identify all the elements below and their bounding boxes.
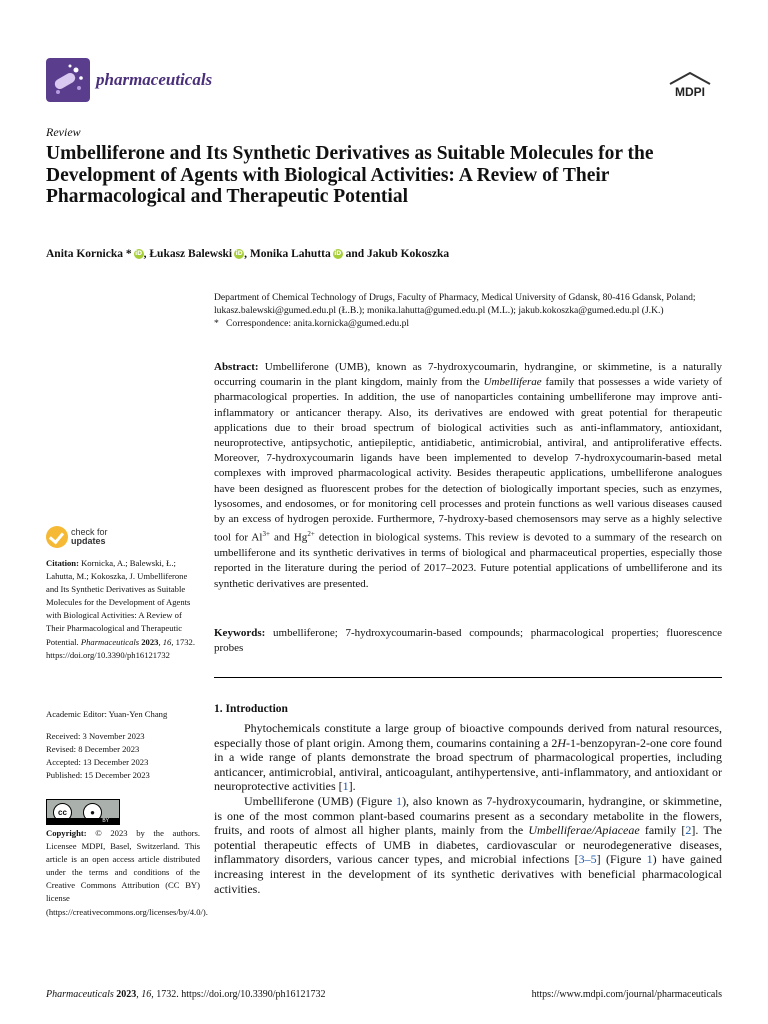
footer-citation [46, 989, 326, 1000]
check-for-updates-label [71, 528, 108, 546]
copyright-text: © 2023 by the authors. Licensee MDPI, Basel, Switzerland. This article is an open access article distributed under the terms and conditions of the Creative Commons Attribution (CC BY) license (https://creativecommons.org/licenses/by/4.0/). [46, 828, 208, 917]
introduction-body [214, 721, 722, 896]
accepted-date: Accepted: 13 December 2023 [46, 757, 149, 768]
check-for-updates-button[interactable] [46, 526, 126, 552]
figure-link[interactable]: 1 [396, 793, 403, 808]
abstract-text: Umbelliferone (UMB), known as 7-hydroxycoumarin, hydrangine, or skimmetine, is a naturally occurring coumarin in the plant kingdom, mainly from the [214, 361, 722, 389]
citation-volume: , 16 [158, 636, 172, 647]
text: family [ [639, 823, 686, 838]
copyright [46, 827, 208, 919]
orcid-icon[interactable]: iD [235, 250, 243, 258]
paragraph [214, 794, 722, 896]
abstract-superscript: 3+ [262, 530, 270, 539]
citation-journal: Pharmaceuticals [80, 636, 140, 647]
article-type: Review [46, 125, 81, 139]
published-date: Published: 15 December 2023 [46, 770, 150, 781]
text: ) have gained increasing interest in the development of its synthetic derivatives with beneficial pharmacological activities. [214, 852, 722, 896]
citation-year: 2023 [139, 636, 159, 647]
affiliation [214, 291, 724, 330]
text: -1-benzopyran-2-one core found in a wide range of plants demonstrate the broad spectrum of pharmacological properties, including anticancer, antimicrobial, antiviral, anticoagulant, antihypertensive, anti-inflammatory, and antioxidant or neuroprotective activities [ [214, 735, 722, 794]
dates [46, 730, 200, 782]
revised-date: Revised: 8 December 2023 [46, 744, 140, 755]
journal-name: pharmaceuticals [96, 70, 213, 89]
author-name[interactable]: Anita Kornicka * [46, 248, 132, 260]
abstract-text: detection in biological systems. This review is devoted to a summary of the research on umbelliferone and its synthetic derivatives in terms of biological and pharmaceutical properties, especially those reported in the literature during the period of 2017–2023. Future potential applications of umbelliferone and its synthetic derivatives are presented. [214, 531, 722, 590]
footer-year: 2023 [113, 989, 137, 1000]
academic-editor: Academic Editor: Yuan-Yen Chang [46, 709, 168, 719]
mdpi-logo [665, 70, 715, 100]
text: ]. The potential therapeutic effects of UMB in diabetes, cardiovascular or neurodegenerative diseases, inflammatory disorders, various cancer types, and microbial infections [ [214, 823, 723, 867]
check-line: updates [71, 536, 106, 546]
keywords-text: umbelliferone; 7-hydroxycoumarin-based compounds; pharmacological properties; fluorescence probes [214, 627, 722, 655]
italic-text: H [557, 735, 567, 750]
abstract-italic: Umbelliferae [483, 376, 542, 389]
keywords [214, 626, 722, 656]
author-name[interactable]: Łukasz Balewski [149, 248, 233, 260]
footer-journal: Pharmaceuticals [46, 989, 114, 1000]
citation-text: Kornicka, A.; Balewski, Ł.; Lahutta, M.; Kokoszka, J. Umbelliferone and Its Synthetic Derivatives as Suitable Molecules for the Development of Agents with Biological Activities: A Review of Their Pharmacological and Therapeutic Potential. [46, 558, 191, 647]
abstract-label: Abstract: [214, 361, 259, 373]
keywords-label: Keywords: [214, 627, 266, 639]
svg-text:MDPI: MDPI [675, 85, 705, 99]
figure-link[interactable]: 1 [646, 852, 653, 867]
author-list [46, 248, 449, 260]
correspondence-mark: * [214, 318, 219, 329]
citation-link[interactable]: 1 [342, 779, 349, 794]
section-divider [214, 677, 722, 678]
author-separator: and [342, 248, 368, 260]
correspondence [214, 317, 724, 330]
author-separator: , [143, 248, 150, 260]
footer-journal-url[interactable]: https://www.mdpi.com/journal/pharmaceuticals [531, 989, 722, 1000]
abstract-superscript: 2+ [307, 530, 315, 539]
italic-text: Umbelliferae/Apiaceae [528, 823, 640, 838]
orcid-icon[interactable]: iD [334, 250, 342, 258]
text: Phytochemicals constitute a large group of bioactive compounds derived from natural resources, especially those of plant origin. Among them, coumarins containing a 2 [214, 721, 722, 750]
orcid-icon[interactable]: iD [135, 250, 143, 258]
received-date: Received: 3 November 2023 [46, 731, 145, 741]
check-line: check for [71, 527, 108, 537]
article-title: Umbelliferone and Its Synthetic Derivatives as Suitable Molecules for the Development of Agents with Biological Activities: A Review of Their Pharmacological and Therapeutic Potential [46, 143, 654, 207]
checkmark-icon [46, 526, 68, 548]
correspondence-text: Correspondence: anita.kornicka@gumed.edu.pl [226, 318, 410, 329]
abstract [214, 360, 722, 592]
cc-by-license-badge[interactable] [46, 799, 120, 825]
author-separator: , [244, 248, 250, 260]
abstract-text: family that possesses a wide variety of pharmacological properties. In addition, the use of nanoparticles containing umbelliferone may improve anti-inflammatory or anticancer therapy. Also, its derivatives are endowed with great potential for therapeutic applications due to their broad spectrum of biological activities such as anti-inflammatory, antioxidant, neuroprotective, antipsychotic, antiepileptic, antidiabetic, antimicrobial, antiviral, and antiproliferative effects. Moreover, 7-hydroxycoumarin ligands have been implemented to develop 7-hydroxycoumarin-based metal complexes with improved pharmacological activity. Besides therapeutic applications, umbelliferone analogues have been designed as fluorescent probes for the detection of biologically important species, such as enzymes, lysosomes, and endosomes, or for monitoring cell processes and protein functions as well various diseases caused by an excess of hydrogen peroxide. Furthermore, 7-hydroxy-based chemosensors may serve as a highly selective tool for Al [214, 376, 722, 544]
section-heading: 1. Introduction [214, 703, 288, 715]
text: ]. [348, 779, 356, 794]
footer-doi: , 1732. https://doi.org/10.3390/ph16121732 [151, 989, 326, 1000]
by-label: BY [47, 818, 119, 824]
cc-icon: cc [53, 803, 72, 822]
text: ] (Figure [596, 852, 647, 867]
pharmaceuticals-journal-icon [46, 58, 90, 102]
footer-volume: , 16 [136, 989, 152, 1000]
citation-label: Citation: [46, 558, 79, 568]
citation-link[interactable]: 3–5 [578, 852, 597, 867]
person-icon: ● [83, 803, 102, 822]
copyright-label: Copyright: [46, 828, 87, 838]
paragraph [214, 721, 722, 794]
affiliation-text: Department of Chemical Technology of Drugs, Faculty of Pharmacy, Medical University of Gdansk, 80-416 Gdansk, Poland; lukasz.balewski@gumed.edu.pl (Ł.B.); monika.lahutta@gumed.edu.pl (M.L.); jakub.kokoszka@gumed.edu.pl (J.K.) [214, 292, 696, 316]
text: Umbelliferone (UMB) (Figure [244, 793, 397, 808]
citation-block [46, 557, 200, 662]
citation-link[interactable]: 2 [685, 823, 692, 838]
text: ), also known as 7-hydroxycoumarin, hydrangine, or skimmetine, is one of the most common plant-based coumarins present as a secondary metabolite in the flowers, fruits, and roots of almost all higher plants, mainly from the [214, 793, 722, 838]
author-name[interactable]: Jakub Kokoszka [367, 248, 450, 260]
abstract-text: and Hg [269, 531, 308, 544]
citation-doi: , 1732. https://doi.org/10.3390/ph16121732 [46, 636, 195, 660]
author-name[interactable]: Monika Lahutta [249, 248, 331, 260]
